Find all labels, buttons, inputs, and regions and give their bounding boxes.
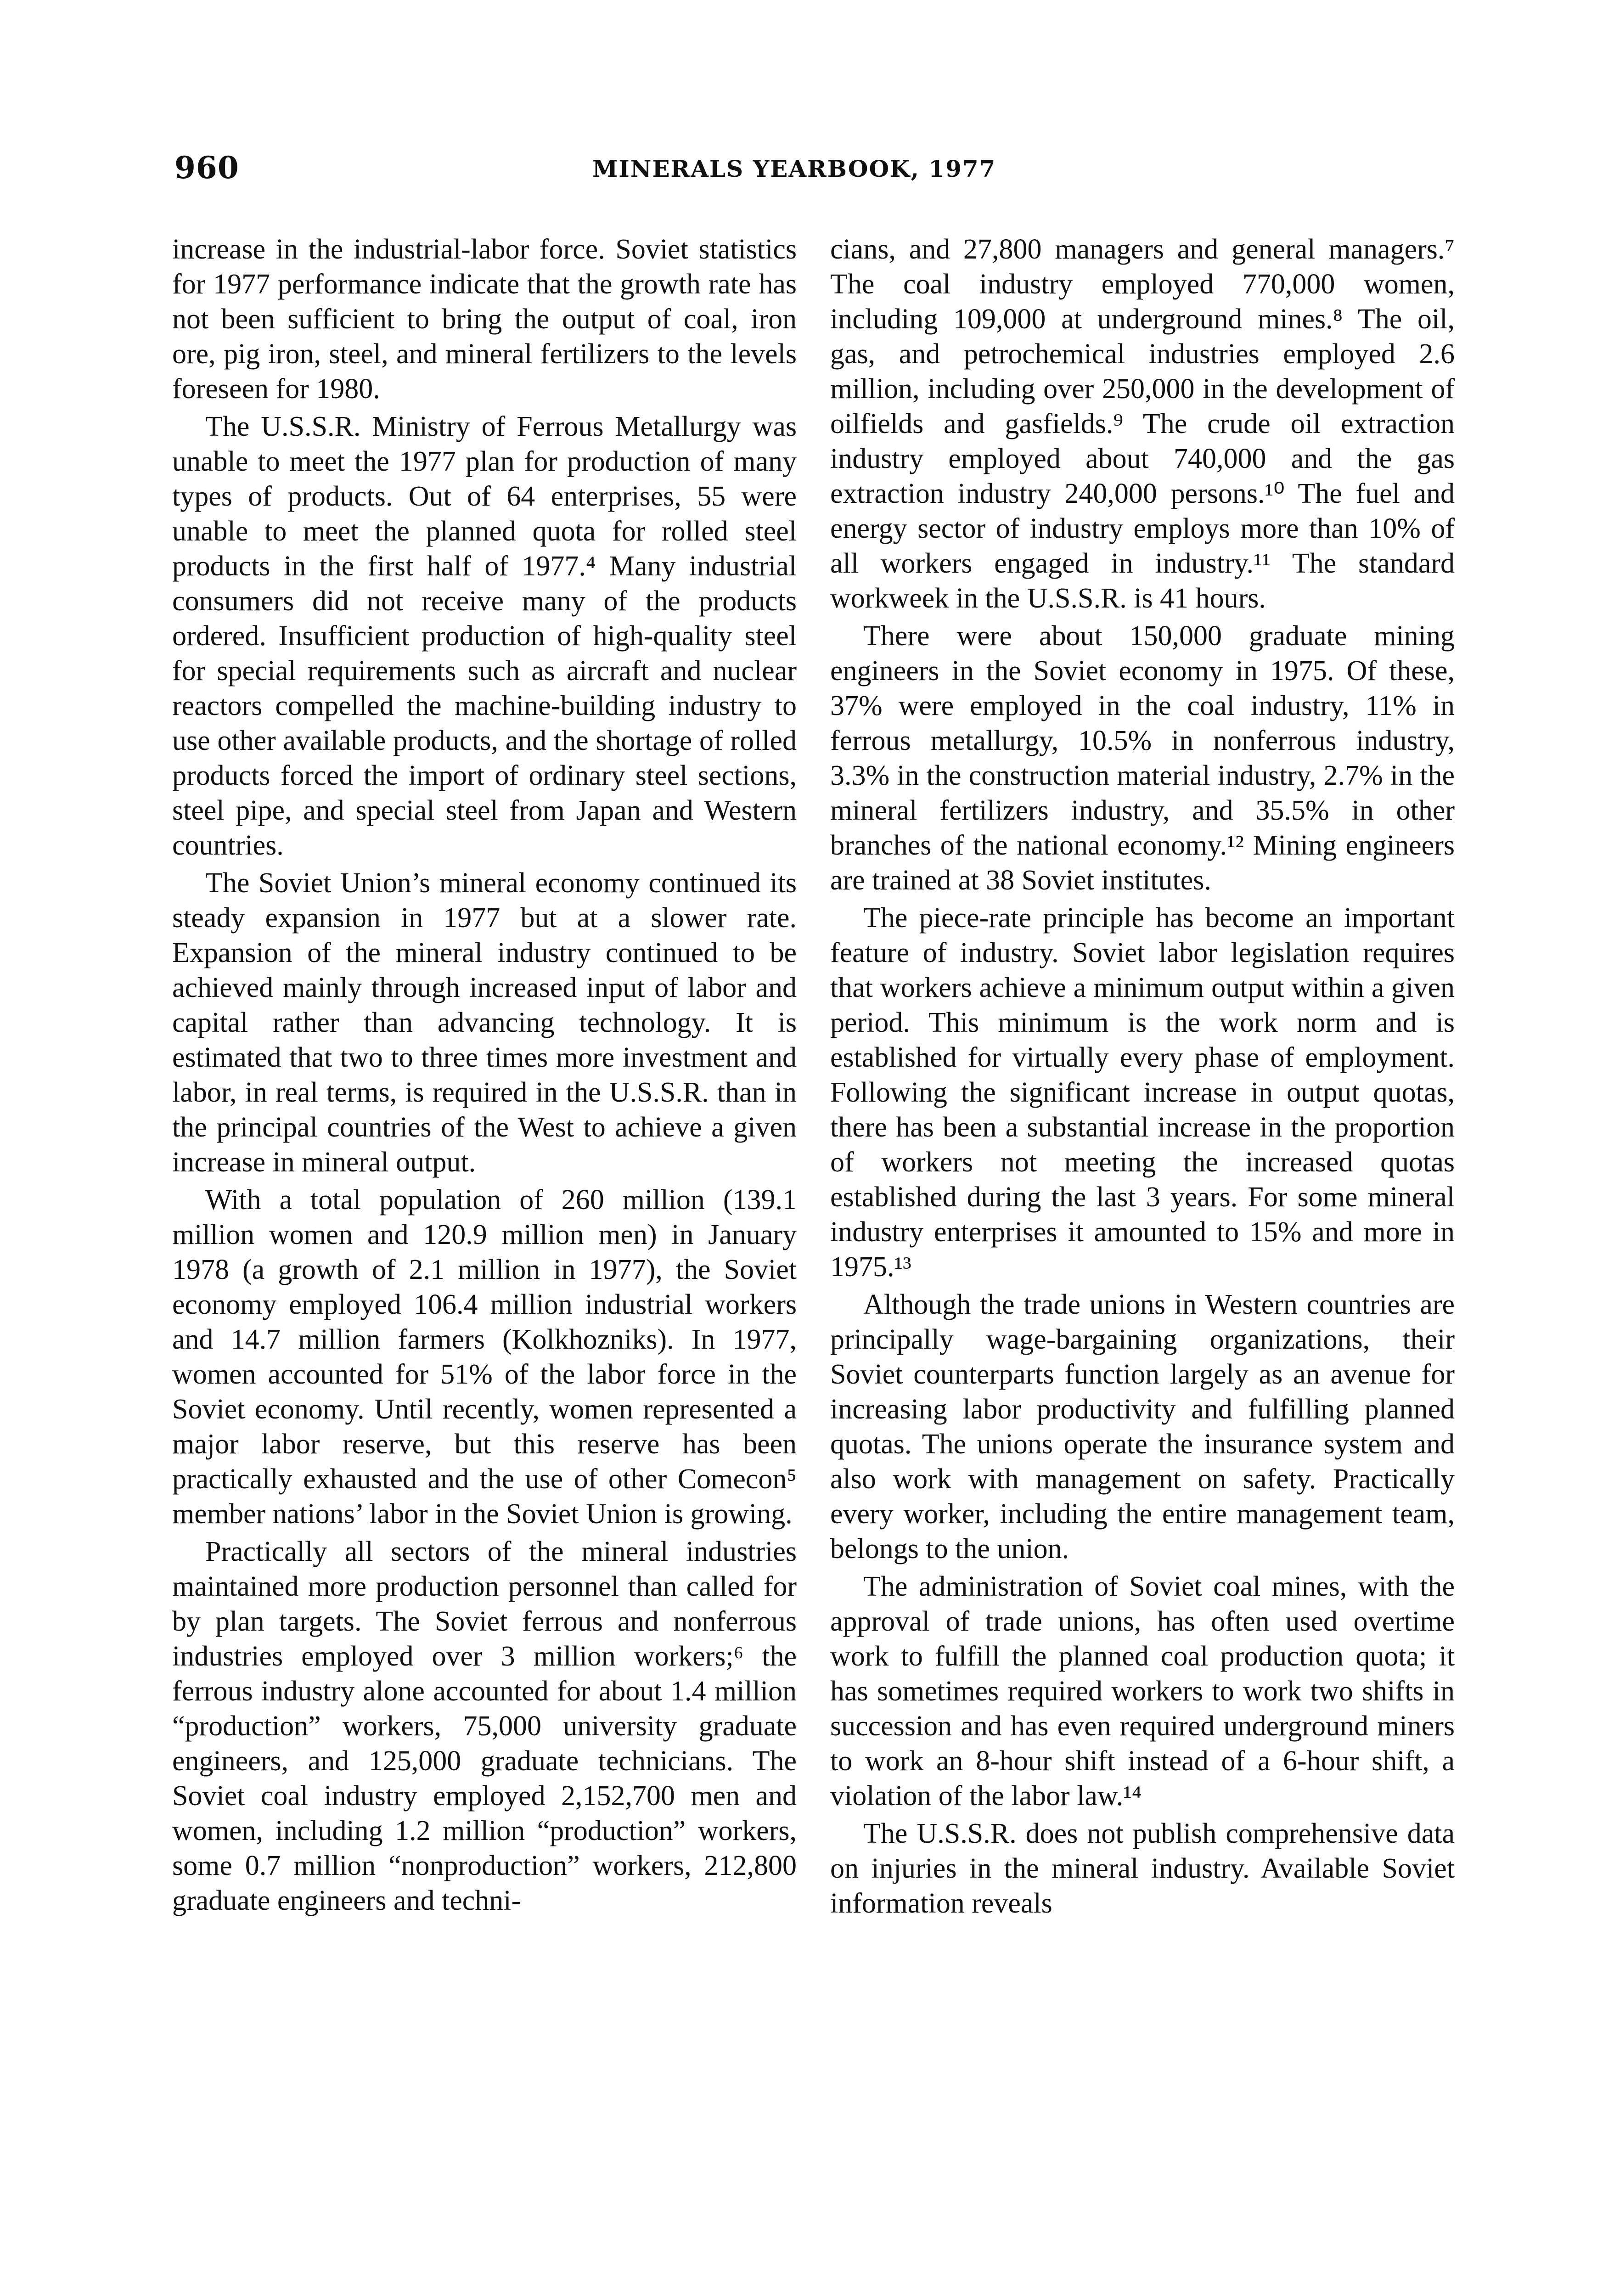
paragraph: The administration of Soviet coal mines, with the approval of trade unions, has often used overtime work to fulfill the planned coal production quota; it has sometimes required workers to work two shifts in succession and has even required underground miners to work an 8-hour shift instead of a 6-hour shift, a violation of the labor law.¹⁴ bbox=[830, 1571, 1455, 1812]
paragraph: Practically all sectors of the mineral industries maintained more production personnel than called for by plan targets. The Soviet ferrous and nonferrous industries employed over 3 million workers;⁶ the ferrous industry alone accounted for about 1.4 million “production” workers, 75,000 university graduate engineers, and 125,000 graduate technicians. The Soviet coal industry employed 2,152,700 men and women, including 1.2 million “production” workers, some 0.7 million “nonproduction” workers, 212,800 graduate engineers and techni- bbox=[172, 1536, 797, 1916]
paragraph: With a total population of 260 million (139.1 million women and 120.9 million men) in January 1978 (a growth of 2.1 million in 1977), the Soviet economy employed 106.4 million industrial workers and 14.7 million farmers (Kolkhozniks). In 1977, women accounted for 51% of the labor force in the Soviet economy. Until recently, women represented a major labor reserve, but this reserve has been practically exhausted and the use of other Comecon⁵ member nations’ labor in the Soviet Union is growing. bbox=[172, 1184, 797, 1530]
left-text-column bbox=[172, 232, 797, 2296]
right-text-column bbox=[830, 232, 1455, 2296]
paragraph: There were about 150,000 graduate mining engineers in the Soviet economy in 1975. Of these, 37% were employed in the coal industry, 11% in ferrous metallurgy, 10.5% in nonferrous industry, 3.3% in the construction material industry, 2.7% in the mineral fertilizers industry, and 35.5% in other branches of the national economy.¹² Mining engineers are trained at 38 Soviet institutes. bbox=[830, 620, 1455, 896]
paragraph: The U.S.S.R. does not publish comprehensive data on injuries in the mineral industry. Available Soviet information reveals bbox=[830, 1818, 1455, 1919]
paragraph: The U.S.S.R. Ministry of Ferrous Metallurgy was unable to meet the 1977 plan for production of many types of products. Out of 64 enterprises, 55 were unable to meet the planned quota for rolled steel products in the first half of 1977.⁴ Many industrial consumers did not receive many of the products ordered. Insufficient production of high-quality steel for special requirements such as aircraft and nuclear reactors compelled the machine-building industry to use other available products, and the shortage of rolled products forced the import of ordinary steel sections, steel pipe, and special steel from Japan and Western countries. bbox=[172, 411, 797, 861]
paragraph: Although the trade unions in Western countries are principally wage-bargaining organizations, their Soviet counterparts function largely as an avenue for increasing labor productivity and fulfilling planned quotas. The unions operate the insurance system and also work with management on safety. Practically every worker, including the entire management team, belongs to the union. bbox=[830, 1289, 1455, 1564]
page-number: 960 bbox=[174, 150, 239, 186]
paragraph: The piece-rate principle has become an important feature of industry. Soviet labor legislation requires that workers achieve a minimum output within a given period. This minimum is the work norm and is established for virtually every phase of employment. Following the significant increase in output quotas, there has been a substantial increase in the proportion of workers not meeting the increased quotas established during the last 3 years. For some mineral industry enterprises it amounted to 15% and more in 1975.¹³ bbox=[830, 902, 1455, 1283]
page-header bbox=[174, 145, 1036, 200]
paragraph: increase in the industrial-labor force. Soviet statistics for 1977 performance indicate that the growth rate has not been sufficient to bring the output of coal, iron ore, pig iron, steel, and mineral fertilizers to the levels foreseen for 1980. bbox=[172, 234, 797, 405]
running-title: MINERALS YEARBOOK, 1977 bbox=[592, 155, 996, 182]
paragraph: cians, and 27,800 managers and general managers.⁷ The coal industry employed 770,000 women, including 109,000 at underground mines.⁸ The oil, gas, and petrochemical industries employed 2.6 million, including over 250,000 in the development of oilfields and gasfields.⁹ The crude oil extraction industry employed about 740,000 and the gas extraction industry 240,000 persons.¹⁰ The fuel and energy sector of industry employs more than 10% of all workers engaged in industry.¹¹ The standard workweek in the U.S.S.R. is 41 hours. bbox=[830, 234, 1455, 614]
paragraph: The Soviet Union’s mineral economy continued its steady expansion in 1977 but at a slower rate. Expansion of the mineral industry continued to be achieved mainly through increased input of labor and capital rather than advancing technology. It is estimated that two to three times more investment and labor, in real terms, is required in the U.S.S.R. than in the principal countries of the West to achieve a given increase in mineral output. bbox=[172, 867, 797, 1178]
